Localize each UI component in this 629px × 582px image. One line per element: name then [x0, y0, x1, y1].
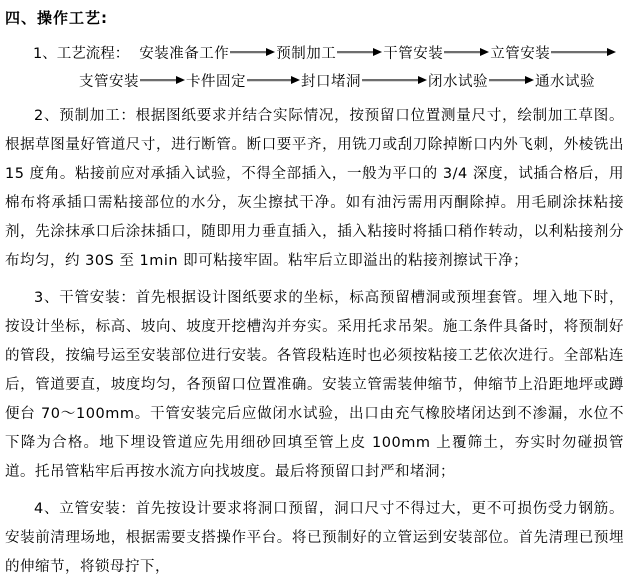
flow-step-prefab: 预制加工	[276, 45, 337, 62]
flow-arrow-icon	[489, 76, 534, 84]
arrow-head	[418, 76, 427, 84]
flow-step-water-sealing-test: 闭水试验	[428, 73, 488, 90]
arrow-shaft	[444, 51, 480, 54]
flow-arrow-icon	[230, 48, 275, 56]
arrow-head	[266, 48, 275, 56]
arrow-head	[176, 76, 185, 84]
arrow-shaft	[140, 79, 176, 82]
paragraph-riser-install: 4、立管安装：首先按设计要求将洞口预留，洞口尺寸不得过大，更不可损伤受力钢筋。安装前清理场地，根据需要支搭操作平台。将已预制好的立管运到安装部位。首先清理已预埋的伸缩节，将锁母拧下，	[5, 501, 624, 575]
flow-step-riser: 立管安装	[490, 45, 551, 62]
arrow-shaft	[247, 79, 291, 82]
flow-step-water-flow-test: 通水试验	[535, 73, 595, 90]
flow-arrow-icon	[551, 48, 616, 56]
flow-step-main-pipe: 干管安装	[383, 45, 444, 62]
flow-arrow-icon	[247, 76, 300, 84]
arrow-head	[291, 76, 300, 84]
arrow-head	[373, 48, 382, 56]
flow-label: 1、工艺流程：	[33, 45, 130, 62]
flow-arrow-icon	[444, 48, 489, 56]
flow-arrow-icon	[362, 76, 427, 84]
paragraph-prefab-processing: 2、预制加工：根据图纸要求并结合实际情况，按预留口位置测量尺寸，绘制加工草图。根据草图量好管道尺寸，进行断管。断口要平齐，用铣刀或刮刀除掉断口内外飞刺，外棱铣出 15 度角。粘接前应对承插入试验，不得全部插入，一般为平口的 3/4 深度，试插合格后，用棉布将承插口需粘接部位的水分，灰尘擦拭干净。如有油污需用丙酮除掉。用毛刷涂抹粘接剂，先涂抹承口后涂抹插口，随即用力垂直插入，插入粘接时将插口稍作转动，以利粘接剂分布均匀，约 30S 至 1min 即可粘接牢固。粘牢后立即溢出的粘接剂擦试干净；	[5, 108, 624, 269]
flow-arrow-icon	[140, 76, 185, 84]
flow-row-2	[79, 66, 624, 94]
arrow-shaft	[489, 79, 525, 82]
arrow-head	[607, 48, 616, 56]
arrow-head	[525, 76, 534, 84]
section-title: 四、操作工艺:	[5, 9, 108, 27]
flow-step-branch-pipe: 支管安装	[79, 73, 139, 90]
flow-row-1	[33, 38, 624, 66]
arrow-shaft	[551, 51, 607, 54]
arrow-shaft	[362, 79, 418, 82]
arrow-shaft	[230, 51, 266, 54]
arrow-head	[480, 48, 489, 56]
flow-step-seal-hole: 封口堵洞	[301, 73, 361, 90]
arrow-shaft	[337, 51, 373, 54]
flow-step-install-prep: 安装准备工作	[139, 45, 230, 62]
flow-arrow-icon	[337, 48, 382, 56]
flow-step-clamp-fix: 卡件固定	[186, 73, 246, 90]
process-flowchart	[5, 38, 624, 94]
paragraph-main-pipe-install: 3、干管安装：首先根据设计图纸要求的坐标，标高预留槽洞或预埋套管。埋入地下时，按设计坐标，标高、坡向、坡度开挖槽沟并夯实。采用托求吊架。施工条件具备时，将预制好的管段，按编号运至安装部位进行安装。各管段粘连时也必须按粘接工艺依次进行。全部粘连后，管道要直，坡度均匀，各预留口位置准确。安装立管需装伸缩节，伸缩节上沿距地坪或蹲便台 70～100mm。干管安装完后应做闭水试验，出口由充气橡胶堵闭达到不渗漏，水位不下降为合格。地下埋设管道应先用细砂回填至管上皮 100mm 上覆筛土，夯实时勿碰损管道。托吊管粘牢后再按水流方向找坡度。最后将预留口封严和堵洞；	[5, 290, 624, 480]
